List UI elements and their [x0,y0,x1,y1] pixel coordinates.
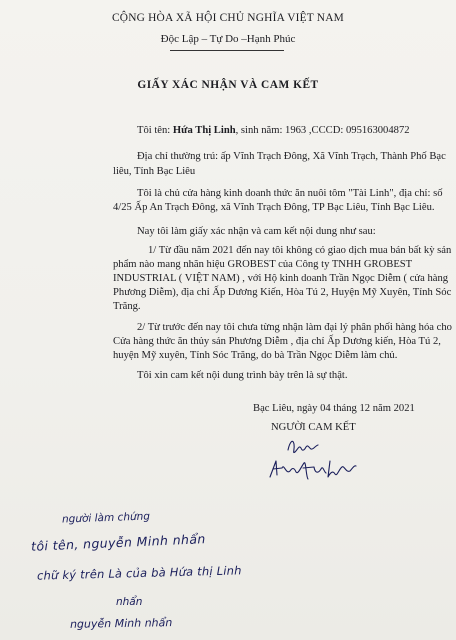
intro-line: Nay tôi làm giấy xác nhận và cam kết nội dung như sau: [137,226,376,237]
item1-line-5: Trăng. [113,301,141,312]
motto: Độc Lập – Tự Do –Hạnh Phúc [160,33,296,45]
signer-title: NGƯỜI CAM KẾT [271,422,356,433]
address-line-1: Địa chỉ thường trú: ấp Vĩnh Trạch Đông, Xã Vĩnh Trạch, Thành Phố Bạc [137,151,446,162]
witness-full-name: nguyễn Minh nhẩn [69,616,173,631]
country-header: CỘNG HÒA XÃ HỘI CHỦ NGHĨA VIỆT NAM [112,12,344,24]
witness-signature-mark: nhẩn [116,596,143,608]
header-underline [170,50,284,51]
witness-name-line: tôi tên, nguyễn Minh nhẩn [30,531,206,554]
item2-line-2: Cửa hàng thức ăn thủy sản Phương Diễm , địa chỉ Ấp Dương kiến, Hòa Tú 2, [113,336,441,347]
witness-label: người làm chứng [61,510,151,526]
declarant-prefix: Tôi tên: [137,125,173,136]
item2-line-3: huyện Mỹ xuyên, Tỉnh Sóc Trăng, do bà Trần Ngọc Diễm làm chủ. [113,350,398,361]
declarant-details: , sinh năm: 1963 ,CCCD: 095163004872 [235,125,410,136]
item1-line-3: INDUSTRIAL ( VIỆT NAM) , với Hộ kinh doanh Trần Ngọc Diễm ( cửa hàng [113,273,449,284]
declarant-name: Hứa Thị Linh [172,125,236,136]
declarant-line [137,124,410,137]
owner-line-2: 4/25 Ấp An Trạch Đông, xã Vĩnh Trạch Đông, TP Bạc Liêu, Tỉnh Bạc Liêu. [113,202,435,213]
signature [268,455,360,485]
date-line: Bạc Liêu, ngày 04 tháng 12 năm 2021 [253,403,415,414]
item1-line-1: 1/ Từ đầu năm 2021 đến nay tôi không có giao dịch mua bán bất kỳ sản [148,245,452,256]
item2-line-1: 2/ Từ trước đến nay tôi chưa từng nhận làm đại lý phân phối hàng hóa cho [137,322,452,333]
address-line-2: liêu, Tỉnh Bạc Liêu [113,166,196,177]
owner-line-1: Tôi là chủ cửa hàng kinh doanh thức ăn nuôi tôm "Tài Linh", địa chỉ: số [137,188,443,199]
witness-statement: chữ ký trên Là của bà Hứa thị Linh [36,563,242,583]
item1-line-2: phẩm nào mang nhãn hiệu GROBEST của Công ty TNHH GROBEST [113,259,413,270]
item1-line-4: Phương Diễm), địa chỉ Ấp Dương Kiến, Hòa Tú 2, Huyện Mỹ Xuyên, Tỉnh Sóc [113,287,452,298]
closing-line: Tôi xin cam kết nội dung trình bày trên là sự thật. [137,370,348,381]
document-title: GIẤY XÁC NHẬN VÀ CAM KẾT [137,79,319,91]
